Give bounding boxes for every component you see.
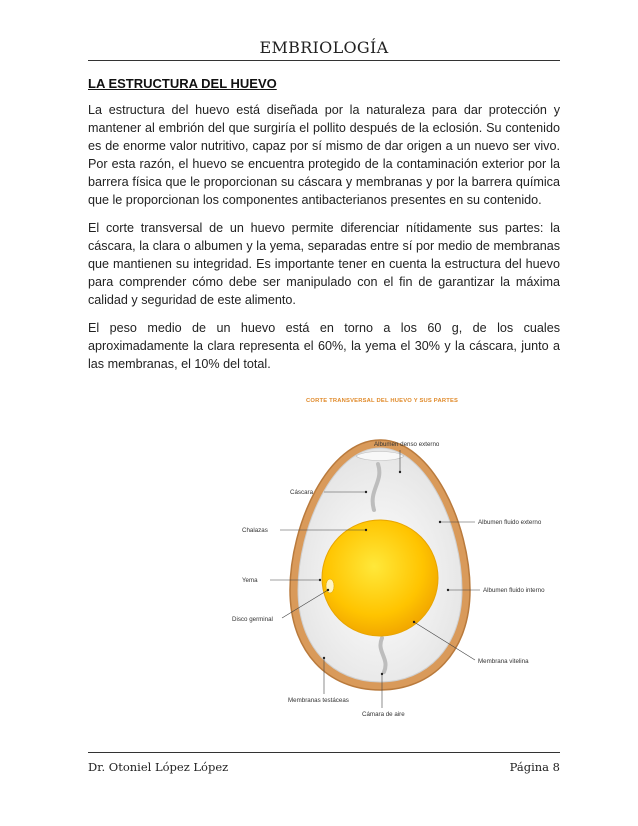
- paragraph-1: La estructura del huevo está diseñada por la naturaleza para dar protección y mantener al embrión del que surgiría el pollito después de la eclosión. Su contenido es de enorme valor nutritivo, capaz por sí mismo de dar origen a un nuevo ser vivo. Por esta razón, el huevo se encuentra protegido de la contaminación exterior por la barrera física que le proporcionan su cáscara y membranas y por la barrera química que le proporcionan los componentes antibacterianos presentes en su contenido.: [88, 103, 560, 207]
- page-header: EMBRIOLOGÍA: [259, 38, 389, 57]
- label-disco-germinal: Disco germinal: [232, 616, 273, 623]
- label-albumen-denso: Albumen denso externo: [374, 441, 440, 448]
- label-camara-aire: Cámara de aire: [362, 711, 405, 718]
- label-albumen-fluido-externo: Albumen fluido externo: [478, 519, 542, 526]
- label-cascara: Cáscara: [290, 489, 314, 496]
- label-membranas-testaceas: Membranas testáceas: [288, 697, 349, 704]
- egg-yolk: [322, 520, 438, 636]
- header-rule: [88, 60, 560, 61]
- label-albumen-fluido-interno: Albumen fluido interno: [483, 587, 545, 594]
- label-chalazas: Chalazas: [242, 527, 268, 534]
- diagram-title: CORTE TRANSVERSAL DEL HUEVO Y SUS PARTES: [306, 398, 459, 404]
- section-title: LA ESTRUCTURA DEL HUEVO: [88, 76, 277, 91]
- body-text: [88, 101, 560, 383]
- footer-rule: [88, 752, 560, 753]
- paragraph-3: El peso medio de un huevo está en torno a los 60 g, de los cuales aproximadamente la clara representa el 60%, la yema el 30% y la cáscara, junto a las membranas, el 10% del total.: [88, 321, 560, 371]
- germinal-disc: [326, 579, 334, 593]
- footer-page-number: Página 8: [509, 760, 560, 774]
- label-membrana-vitelina: Membrana vitelina: [478, 658, 529, 665]
- label-yema: Yema: [242, 577, 258, 584]
- egg-cross-section-diagram: [170, 390, 560, 720]
- footer-author: Dr. Otoniel López López: [88, 760, 229, 774]
- paragraph-2: El corte transversal de un huevo permite diferenciar nítidamente sus partes: la cáscara, la clara o albumen y la yema, separadas entre sí por medio de membranas que mantienen su integridad. Es importante tener en cuenta la estructura del huevo para comprender cómo debe ser manipulado con el fin de garantizar la máxima calidad y seguridad de este alimento.: [88, 221, 560, 307]
